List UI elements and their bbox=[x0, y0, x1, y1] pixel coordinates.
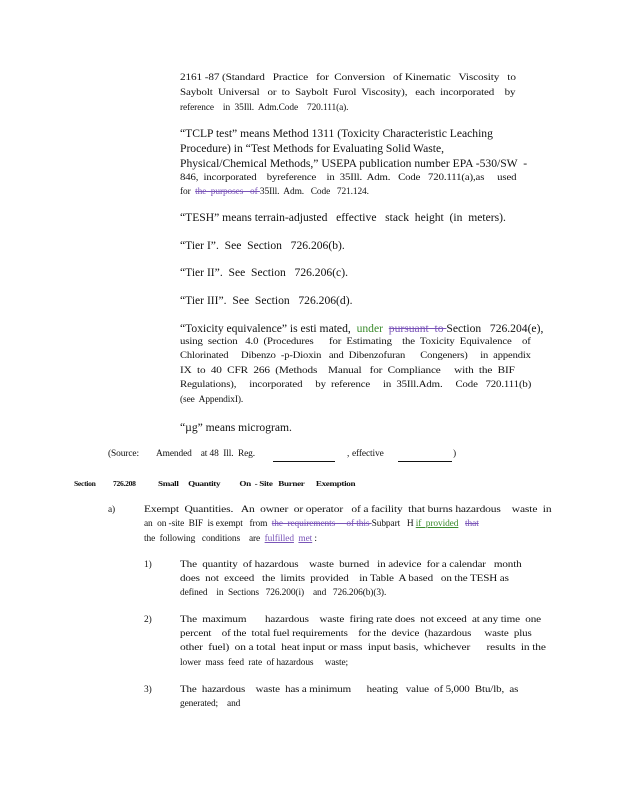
subsection-a-line-2 bbox=[144, 520, 479, 529]
subsection-a-line-1: Exempt Quantities. An owner or operator of a facility that burns hazardous waste in bbox=[144, 505, 552, 515]
toxicity-text: “Toxicity equivalence” is esti mated, bbox=[180, 322, 357, 335]
condition-3-line-1: The hazardous waste has a minimum heating value of 5,000 Btu/lb, as bbox=[180, 685, 519, 695]
subsection-text: an on -site BIF is exempt from bbox=[144, 519, 272, 529]
tclp-definition-line-2: Procedure) in “Test Methods for Evaluating Solid Waste, bbox=[180, 142, 444, 155]
viscosity-reference-line-1: 2161 -87 (Standard Practice for Conversion of Kinematic Viscosity to bbox=[180, 73, 516, 83]
condition-1-marker: 1) bbox=[144, 560, 152, 570]
tclp-text: 35Ill. Adm. Code 721.124. bbox=[259, 187, 369, 197]
condition-1-line-2: does not exceed the limits provided in Table A based on the TESH as bbox=[180, 574, 509, 584]
source-label: (Source: bbox=[108, 449, 139, 459]
viscosity-reference-line-2: Saybolt Universal or to Saybolt Furol Viscosity), each incorporated by bbox=[180, 88, 516, 98]
condition-2-line-3: other fuel) on a total heat input or mass input basis, whichever results in the bbox=[180, 643, 546, 653]
subsection-text: the following conditions are bbox=[144, 534, 265, 544]
source-comma: , bbox=[347, 449, 350, 459]
subsection-a-marker: a) bbox=[108, 505, 116, 515]
inserted-text: under bbox=[356, 322, 383, 335]
subsection-text: : bbox=[312, 534, 317, 544]
subsection-a-line-3 bbox=[144, 535, 317, 544]
condition-1-line-3: defined in Sections 726.200(i) and 726.206(b)(3). bbox=[180, 588, 387, 598]
deleted-text: the requirements of this bbox=[271, 519, 372, 529]
effective-date-blank-line bbox=[398, 461, 452, 462]
condition-2-line-2: percent of the total fuel requirements for the device (hazardous waste plus bbox=[180, 629, 532, 639]
toxicity-definition-line-6: (see AppendixI). bbox=[180, 395, 244, 405]
condition-1-line-1: The quantity of hazardous waste burned in adevice for a calendar month bbox=[180, 560, 522, 570]
toxicity-text: Section 726.204(e), bbox=[446, 322, 544, 335]
toxicity-definition-line-3: Chlorinated Dibenzo -p-Dioxin and Dibenzofuran Congeners) in appendix bbox=[180, 351, 531, 361]
tclp-text: for bbox=[180, 187, 196, 197]
condition-3-line-2: generated; and bbox=[180, 699, 241, 709]
tier-iii-definition: “Tier III”. See Section 726.206(d). bbox=[180, 294, 353, 307]
condition-2-marker: 2) bbox=[144, 615, 152, 625]
tclp-definition-line-3: Physical/Chemical Methods,” USEPA publication number EPA -530/SW - bbox=[180, 157, 528, 170]
tclp-definition-line-4: 846, incorporated byreference in 35Ill. Adm. Code 720.111(a),as used bbox=[180, 173, 517, 183]
register-blank-line bbox=[273, 461, 335, 462]
toxicity-definition-line-5: Regulations), incorporated by reference in 35Ill.Adm. Code 720.111(b) bbox=[180, 380, 532, 390]
tesh-definition: “TESH” means terrain-adjusted effective stack height (in meters). bbox=[180, 211, 506, 224]
section-label: Section bbox=[74, 479, 96, 488]
tier-i-definition: “Tier I”. See Section 726.206(b). bbox=[180, 239, 345, 252]
source-amended-text: Amended at 48 Ill. Reg. bbox=[156, 449, 256, 459]
subsection-text: Subpart H bbox=[371, 519, 416, 529]
deleted-text: the purposes of bbox=[195, 187, 260, 197]
microgram-definition: “µg” means microgram. bbox=[180, 421, 292, 434]
toxicity-definition-line-1 bbox=[180, 323, 543, 335]
inserted-text: if provided bbox=[415, 519, 459, 529]
deleted-text: pursuant to bbox=[388, 322, 447, 335]
tclp-definition-line-5 bbox=[180, 188, 369, 197]
toxicity-definition-line-4: IX to 40 CFR 266 (Methods Manual for Compliance with the BIF bbox=[180, 366, 515, 376]
toxicity-definition-line-2: using section 4.0 (Procedures for Estimating the Toxicity Equivalence of bbox=[180, 337, 531, 347]
section-title: Small Quantity On - Site Burner Exemption bbox=[158, 479, 356, 488]
inserted-text: met bbox=[298, 534, 313, 544]
viscosity-reference-line-3: reference in 35Ill. Adm.Code 720.111(a). bbox=[180, 103, 349, 113]
deleted-text: that bbox=[465, 519, 479, 529]
condition-2-line-4: lower mass feed rate of hazardous waste; bbox=[180, 658, 349, 668]
source-close-paren: ) bbox=[453, 449, 457, 459]
condition-2-line-1: The maximum hazardous waste firing rate does not exceed at any time one bbox=[180, 615, 541, 625]
tclp-definition-line-1: “TCLP test” means Method 1311 (Toxicity Characteristic Leaching bbox=[180, 127, 493, 140]
inserted-text: fulfilled bbox=[264, 534, 294, 544]
section-number: 726.208 bbox=[113, 479, 136, 488]
condition-3-marker: 3) bbox=[144, 685, 152, 695]
tier-ii-definition: “Tier II”. See Section 726.206(c). bbox=[180, 266, 348, 279]
source-effective-text: effective bbox=[352, 449, 384, 459]
